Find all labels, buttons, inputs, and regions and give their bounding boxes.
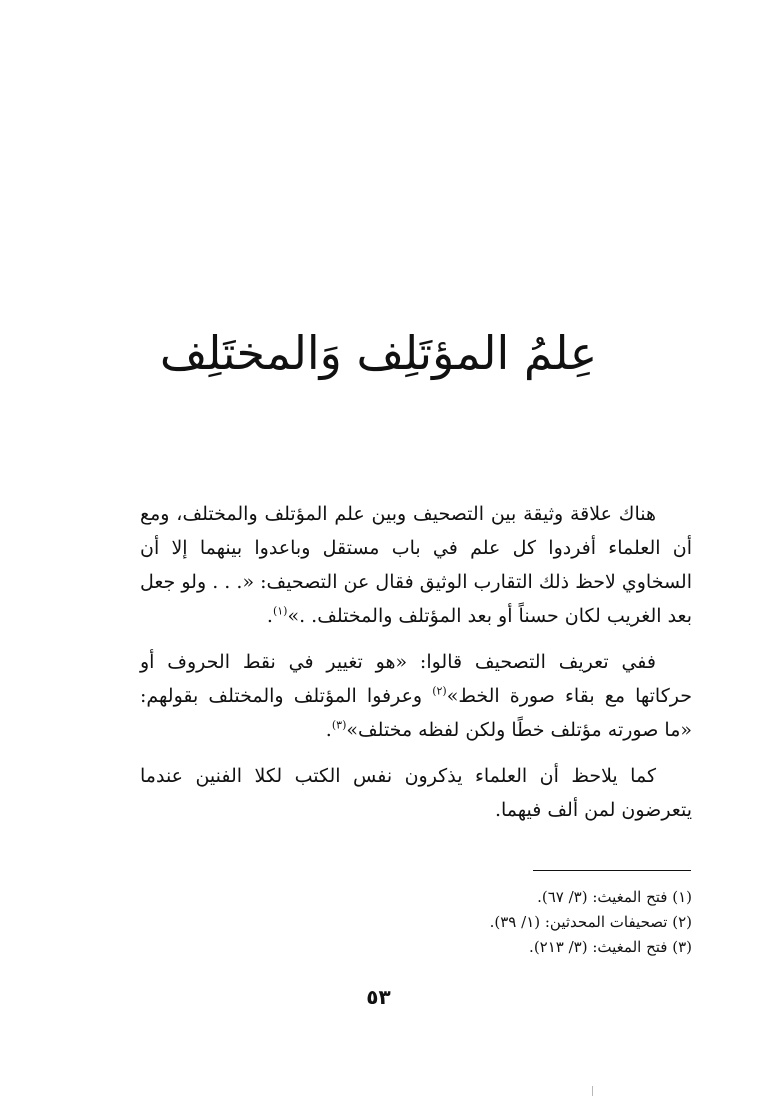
footnote-ref-1[interactable]: (١) [272,604,288,618]
paragraph-1-tail: . [266,605,273,627]
scan-mark [592,1086,593,1096]
footnotes [140,885,692,960]
chapter-title: عِلمُ المؤتَلِف وَالمختَلِف [159,326,598,380]
paragraph-3 [140,759,692,827]
page-number: ٥٣ [366,985,391,1009]
footnote-1: (١) فتح المغيث: (٣/ ٦٧). [537,888,692,906]
paragraph-2 [140,645,692,747]
footnote-ref-3[interactable]: (٣) [331,718,347,732]
footnote-2: (٢) تصحيفات المحدثين: (١/ ٣٩). [489,913,692,931]
footnote-ref-2[interactable]: (٢) [432,684,447,698]
body-text [140,497,692,839]
footnote-3: (٣) فتح المغيث: (٣/ ٢١٣). [529,938,692,956]
paragraph-3-text: كما يلاحظ أن العلماء يذكرون نفس الكتب لكلا الفنين عندما يتعرضون لمن ألف فيهما. [140,765,692,821]
paragraph-2-text-b: وعرفوا المؤتلف والمختلف بقولهم: «ما صورته مؤتلف خطًا ولكن لفظه مختلف» [140,685,692,741]
paragraph-2-text-a: ففي تعريف التصحيف قالوا: «هو تغيير في نقط الحروف أو حركاتها مع بقاء صورة الخط» [140,651,692,707]
footnote-divider [533,870,691,871]
paragraph-1 [140,497,692,633]
paragraph-2-tail: . [325,719,332,741]
paragraph-1-text: هناك علاقة وثيقة بين التصحيف وبين علم المؤتلف والمختلف، ومع أن العلماء أفردوا كل علم في باب مستقل وباعدوا بينهما إلا أن السخاوي لاحظ ذلك التقارب الوثيق فقال عن التصحيف: «. . . ولو جعل بعد الغريب لكان حسناً أو بعد المؤتلف والمختلف. .» [140,503,692,627]
